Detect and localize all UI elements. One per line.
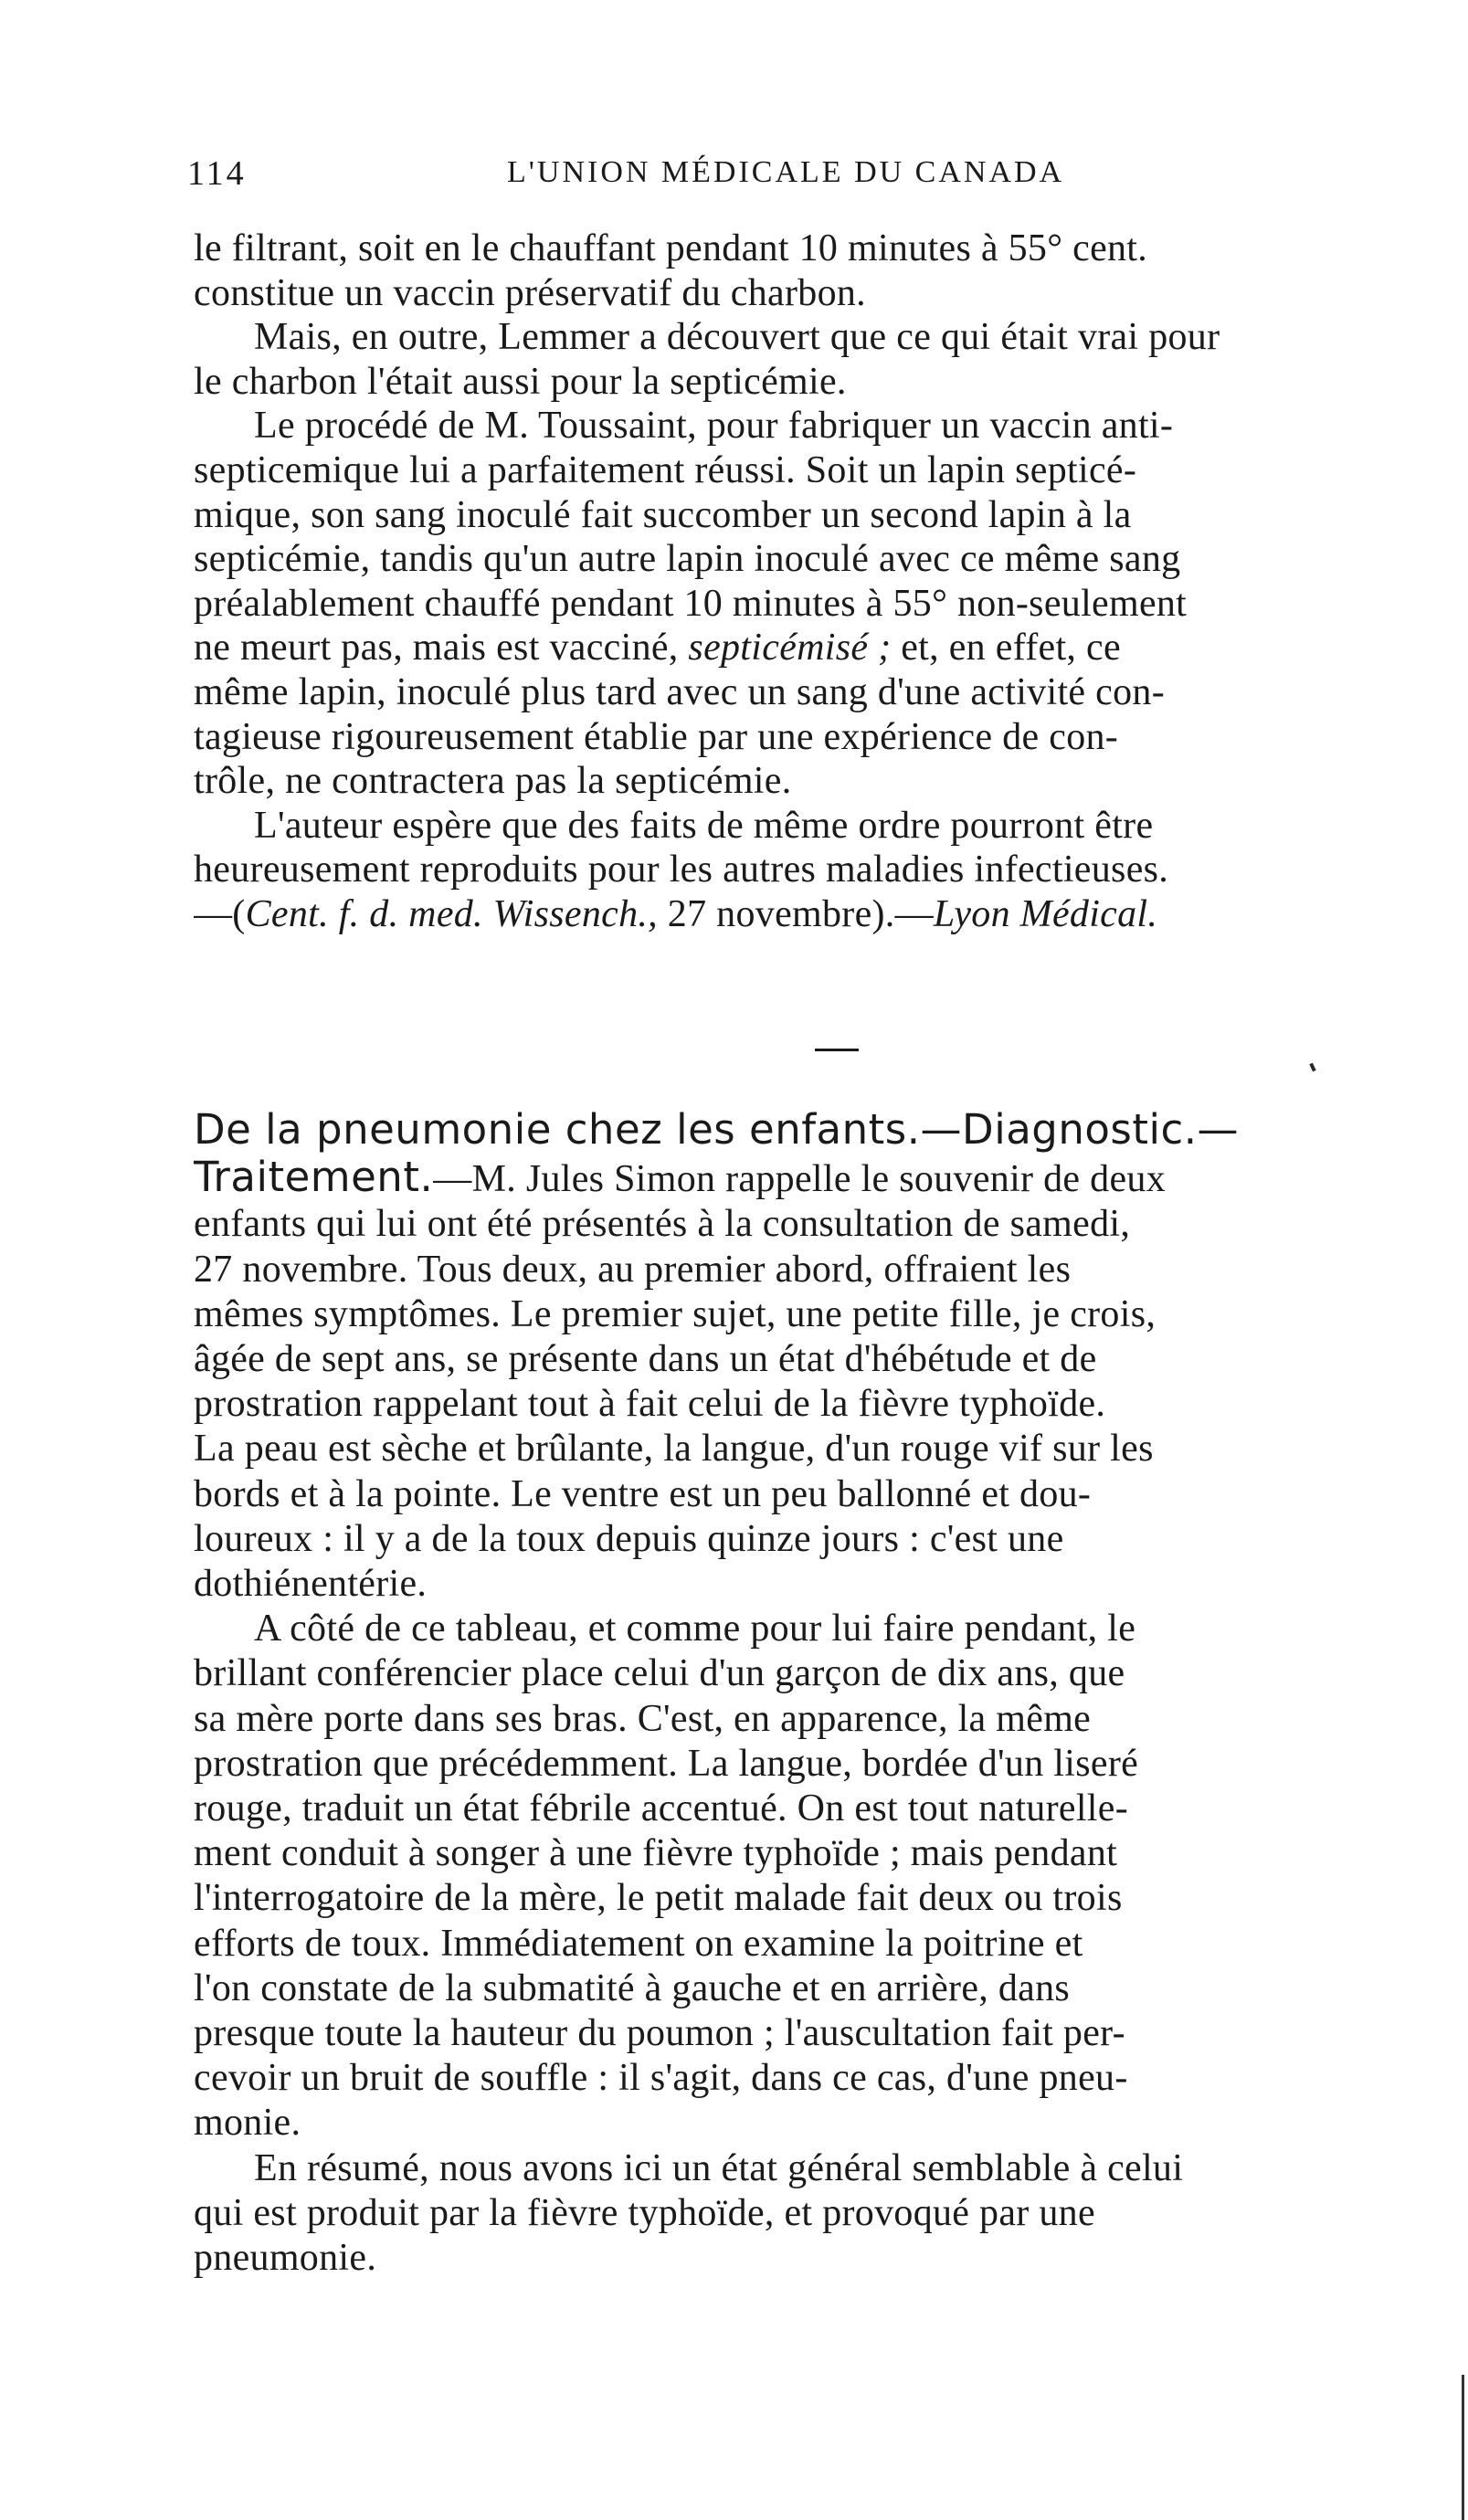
text-line: septicémie, tandis qu'un autre lapin inoculé avec ce même sang <box>194 538 1181 581</box>
text-line: brillant conférencier place celui d'un garçon de dix ans, que <box>194 1652 1125 1695</box>
text-line: sa mère porte dans ses bras. C'est, en apparence, la même <box>194 1697 1092 1740</box>
text-line: ment conduit à songer à une fièvre typhoïde ; mais pendant <box>194 1832 1118 1875</box>
text-line: prostration que précédemment. La langue, bordée d'un liseré <box>194 1742 1139 1785</box>
text-line: trôle, ne contractera pas la septicémie. <box>194 760 792 803</box>
running-head <box>187 153 1137 199</box>
text-line: monie. <box>194 2102 301 2145</box>
text-line: loureux : il y a de la toux depuis quinze jours : c'est une <box>194 1517 1064 1560</box>
text-line: qui est produit par la fièvre typhoïde, et provoqué par une <box>194 2191 1095 2234</box>
section-separator <box>815 1049 859 1051</box>
text-line: rouge, traduit un état fébrile accentué. On est tout naturelle- <box>194 1787 1128 1830</box>
text-line: l'interrogatoire de la mère, le petit malade fait deux ou trois <box>194 1877 1123 1920</box>
text-segment: ne meurt pas, mais est vacciné, <box>194 627 679 670</box>
text-line: 27 novembre. Tous deux, au premier abord, offraient les <box>194 1248 1072 1291</box>
italic-term: septicémisé ; <box>688 627 892 670</box>
text-line: prostration rappelant tout à fait celui de la fièvre typhoïde. <box>194 1383 1106 1426</box>
page-number: 114 <box>187 154 247 193</box>
text-line: Le procédé de M. Toussaint, pour fabriquer un vaccin anti- <box>254 405 1174 448</box>
text-line: âgée de sept ans, se présente dans un état d'hébétude et de <box>194 1338 1097 1381</box>
text-line: L'auteur espère que des faits de même ordre pourront être <box>254 804 1154 847</box>
text-line: cevoir un bruit de souffle : il s'agit, dans ce cas, d'une pneu- <box>194 2057 1128 2100</box>
page-edge-mark <box>1462 2375 1464 2520</box>
text-line: Mais, en outre, Lemmer a découvert que ce qui était vrai pour <box>254 316 1220 359</box>
text-line: mêmes symptômes. Le premier sujet, une petite fille, je crois, <box>194 1292 1156 1335</box>
text-line: dothiénentérie. <box>194 1563 428 1606</box>
text-line <box>194 626 1409 670</box>
text-line: heureusement reproduits pour les autres maladies infectieuses. <box>194 849 1169 891</box>
citation-journal: Lyon Médical. <box>933 892 1158 935</box>
text-line: septicemique lui a parfaitement réussi. Soit un lapin septicé- <box>194 448 1137 491</box>
text-line: le filtrant, soit en le chauffant pendant 10 minutes à 55° cent. <box>194 227 1148 269</box>
text-line: efforts de toux. Immédiatement on examine la poitrine et <box>194 1922 1083 1965</box>
journal-title: L'UNION MÉDICALE DU CANADA <box>507 155 1065 189</box>
text-line <box>194 1107 1409 1155</box>
text-segment: —M. Jules Simon rappelle le souvenir de deux <box>433 1158 1167 1201</box>
text-line: A côté de ce tableau, et comme pour lui faire pendant, le <box>254 1608 1136 1650</box>
text-line: même lapin, inoculé plus tard avec un sang d'une activité con- <box>194 670 1165 713</box>
article-title-continued: Traitement. <box>194 1155 434 1202</box>
continued-article <box>194 227 1409 937</box>
text-line: presque toute la hauteur du poumon ; l'auscultation fait per- <box>194 2012 1125 2055</box>
text-line: pneumonie. <box>194 2237 377 2280</box>
text-line: constitue un vaccin préservatif du charbon. <box>194 271 866 314</box>
citation-open: —( <box>194 892 246 935</box>
text-line <box>194 1155 1409 1202</box>
ink-speck <box>1309 1063 1315 1072</box>
text-line: le charbon l'était aussi pour la septicémie. <box>194 360 847 403</box>
text-line: l'on constate de la submatité à gauche et en arrière, dans <box>194 1966 1071 2009</box>
text-segment: et, en effet, ce <box>901 627 1121 670</box>
text-line: mique, son sang inoculé fait succomber un second lapin à la <box>194 493 1132 536</box>
citation-source: Cent. f. d. med. Wissench., <box>245 892 658 935</box>
citation-line <box>194 892 1409 937</box>
text-line: En résumé, nous avons ici un état général semblable à celui <box>254 2146 1184 2189</box>
citation-date: 27 novembre).— <box>657 892 934 935</box>
article-title: De la pneumonie chez les enfants.—Diagnostic.— <box>194 1107 1240 1154</box>
text-line: tagieuse rigoureusement établie par une expérience de con- <box>194 715 1119 758</box>
text-line: préalablement chauffé pendant 10 minutes à 55° non-seulement <box>194 582 1188 625</box>
text-line: enfants qui lui ont été présentés à la consultation de samedi, <box>194 1203 1131 1246</box>
text-line: La peau est sèche et brûlante, la langue, d'un rouge vif sur les <box>194 1428 1154 1471</box>
new-article <box>194 1107 1409 2281</box>
text-line: bords et à la pointe. Le ventre est un peu ballonné et dou- <box>194 1472 1092 1515</box>
